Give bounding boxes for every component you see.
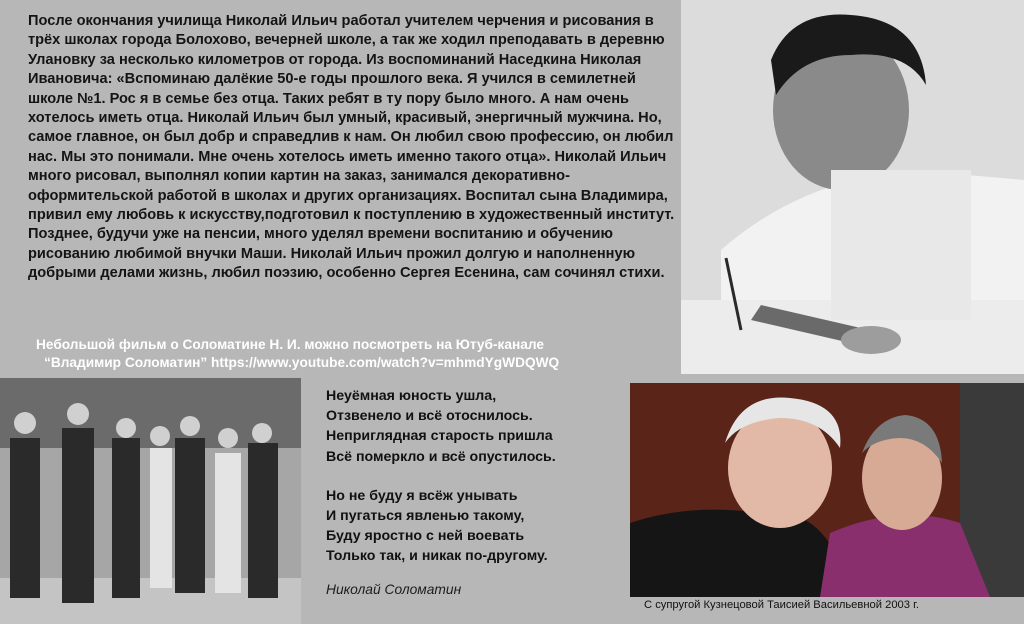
poem-line: Только так, и никак по-другому. <box>326 548 548 565</box>
couple-illustration <box>630 383 1024 597</box>
portrait-illustration <box>681 0 1024 374</box>
group-illustration <box>0 378 301 624</box>
biography-text: После окончания училища Николай Ильич работал учителем черчения и рисования в трёх школах города Болохово, вечерней школе, а так же ходил преподавать в деревню Улановку за несколько километров от города. Из воспоминаний Наседкина Николая Ивановича: «Вспоминаю далёкие 50-е годы прошлого века. Я учился в семилетней школе №1. Рос я в семье без отца. Таких ребят в ту пору было много. А нам очень хотелось иметь отца. Николай Ильич был умный, красивый, энергичный мужчина. Но, самое главное, он был добр и справедлив к нам. Он любил свою профессию, он любил нас. Мы это понимали. Мне очень хотелось иметь именно такого отца». Николай Ильич много рисовал, выполнял копии картин на заказ, занимался декоративно-оформительской работой в школах и других организациях. Воспитал сына Владимира, привил ему любовь к искусству,подготовил к поступлению в художественный институт. Позднее, будучи уже на пенсии, много уделял времени воспитанию и обучению рисованию любимой внучки Маши. Николай Ильич прожил долгую и наполненную добрыми делами жизнь, любил поэзию, особенно Сергея Есенина, сам сочинял стихи. <box>28 13 675 282</box>
youtube-note <box>36 336 676 372</box>
poem-line: Неуёмная юность ушла, <box>326 388 497 404</box>
couple-photo <box>630 383 1024 597</box>
poem-line: Всё померкло и всё опустилось. <box>326 448 556 465</box>
youtube-note-line1: Небольшой фильм о Соломатине Н. И. можно посмотреть на Ютуб-канале <box>36 337 545 352</box>
poem-line: И пугаться явленью такому, <box>326 508 525 525</box>
poem-line: Буду яростно с ней воевать <box>326 528 525 545</box>
poem-author: Николай Соломатин <box>326 582 462 597</box>
poem-line: Неприглядная старость пришла <box>326 428 553 445</box>
poem-stanza-1 <box>326 386 616 467</box>
poem-line: Но не буду я всёж унывать <box>326 487 518 504</box>
portrait-photo <box>681 0 1024 374</box>
poem-line: Отзвенело и всё отоснилось. <box>326 408 533 425</box>
photo-caption: С супругой Кузнецовой Таисией Васильевной 2003 г. <box>644 599 919 611</box>
poem <box>326 386 616 586</box>
group-photo <box>0 378 301 624</box>
poem-stanza-2 <box>326 486 616 567</box>
youtube-note-line2: “Владимир Соломатин” https://www.youtube.com/watch?v=mhmdYgWDQWQ <box>44 355 560 370</box>
